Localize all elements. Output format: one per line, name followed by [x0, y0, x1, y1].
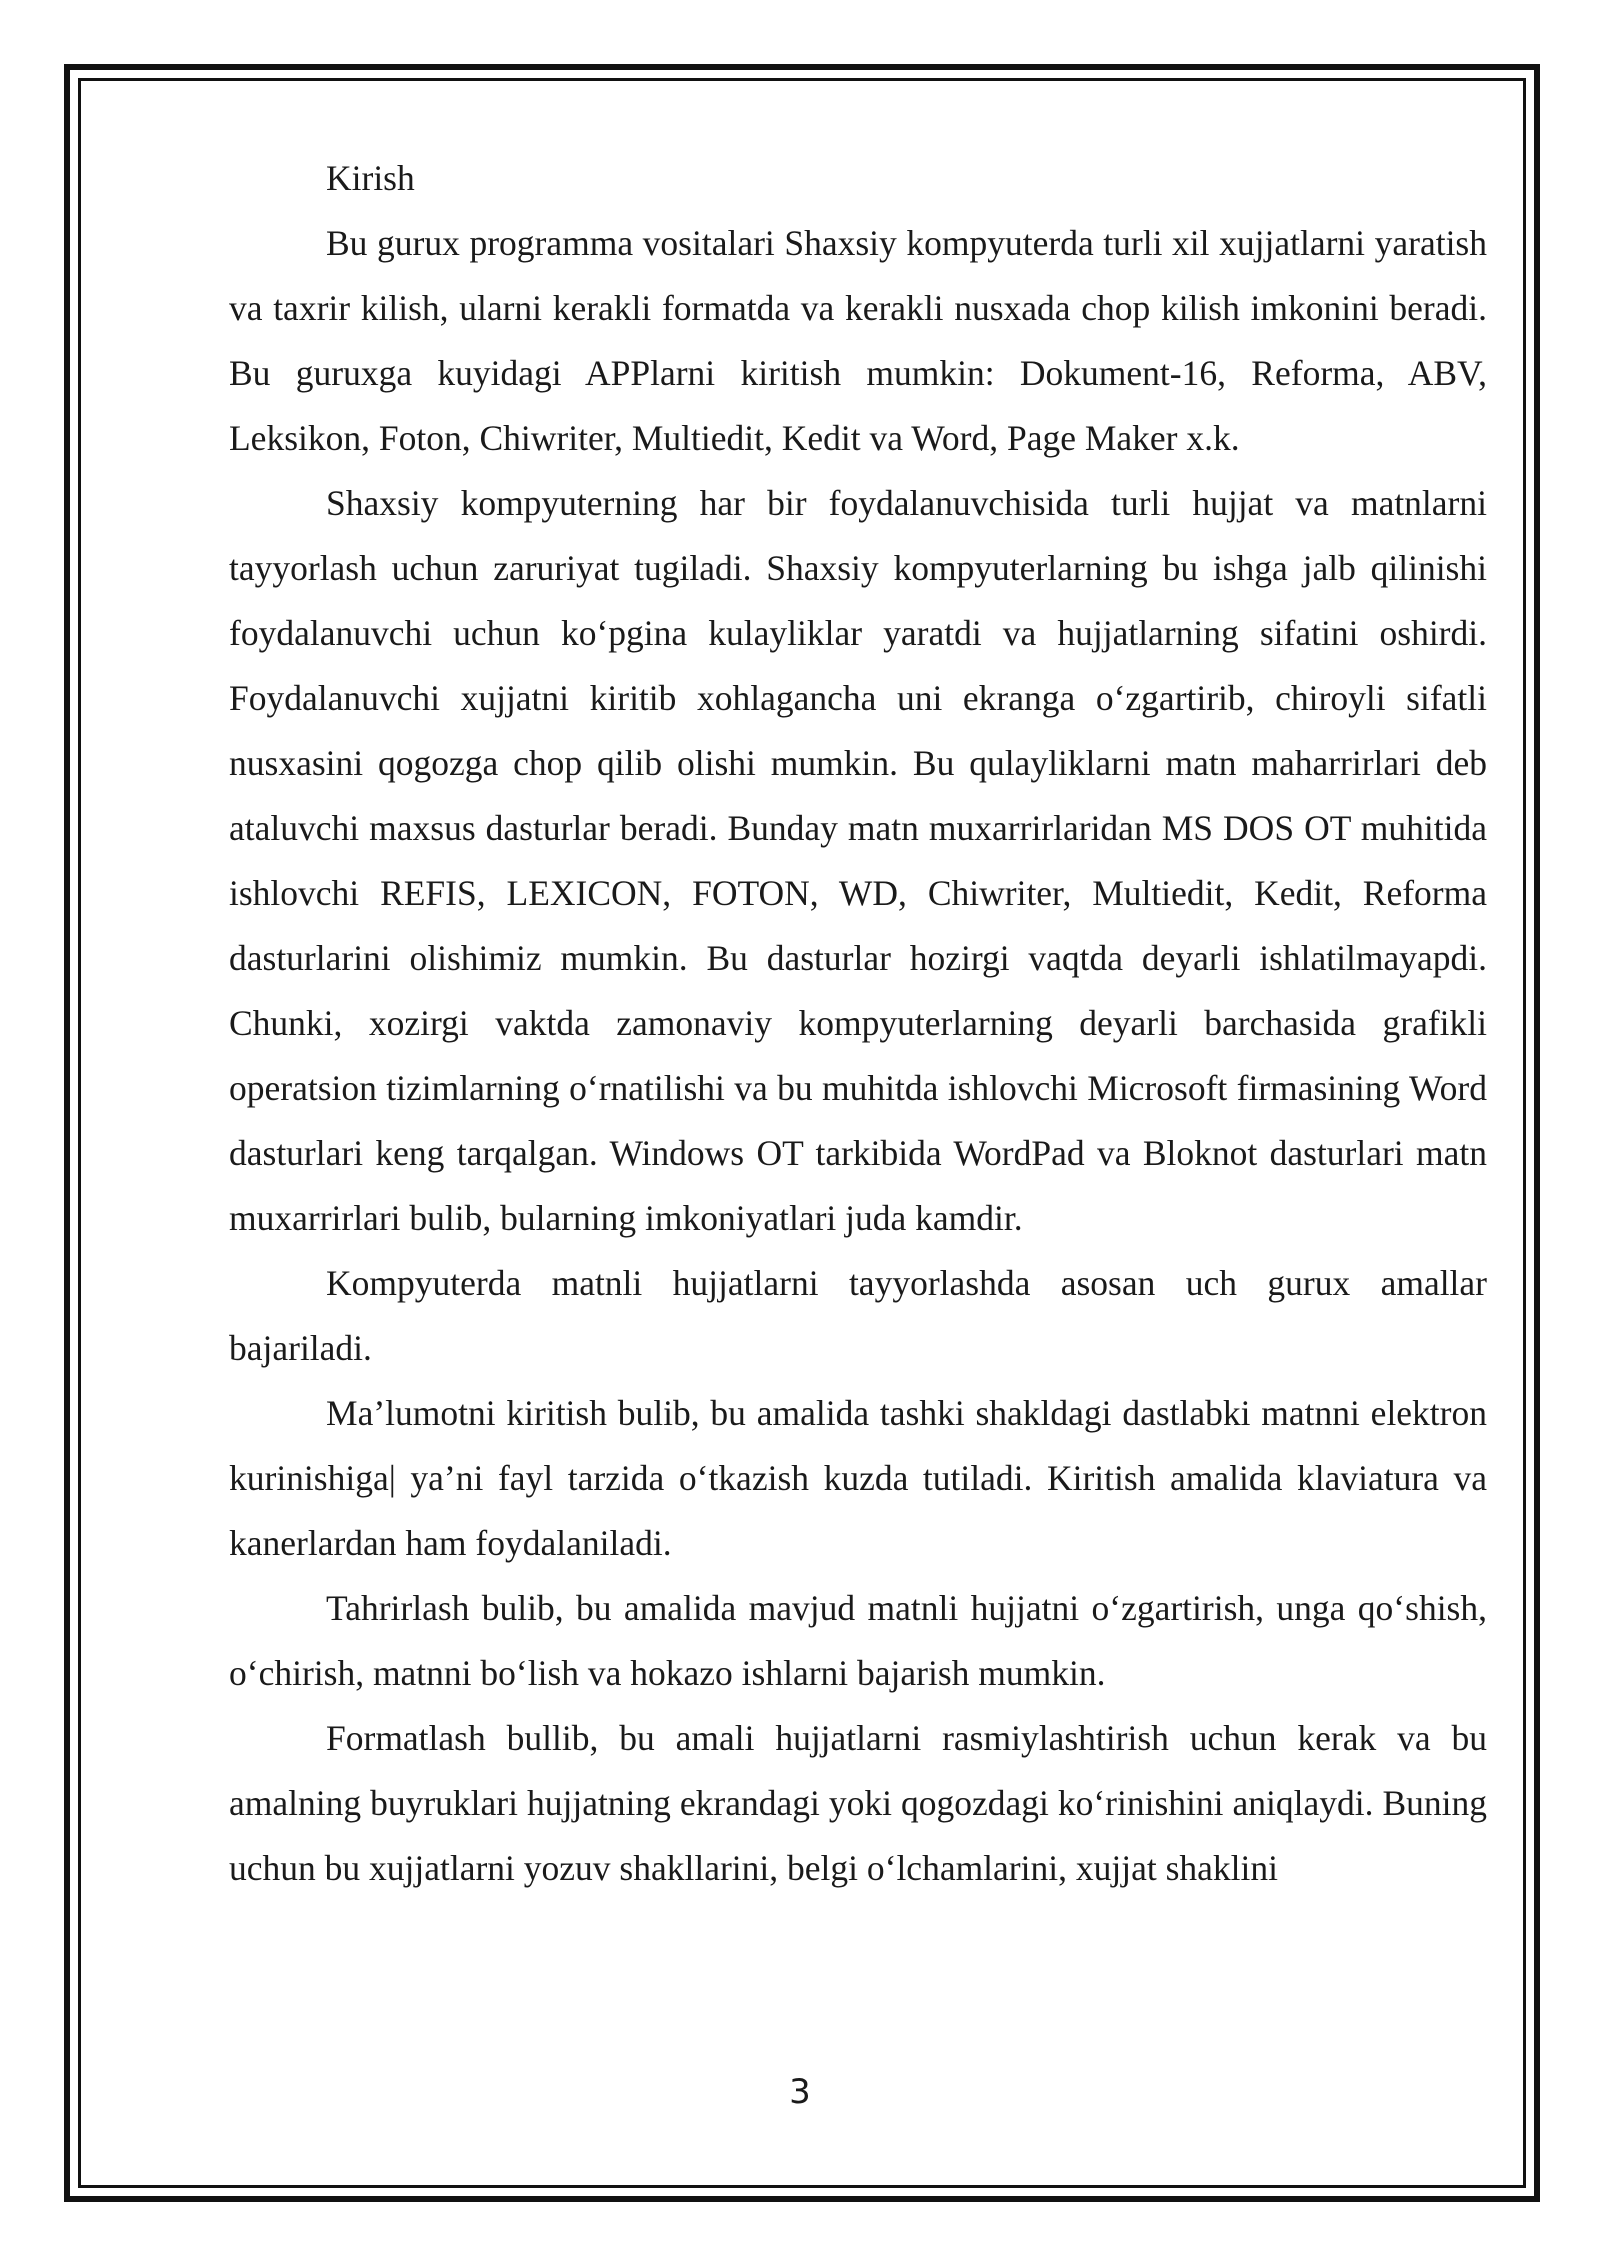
paragraph-input: Ma’lumotni kiritish bulib, bu amalida tashki shakldagi dastlabki matnni elektron kurinishiga| ya’ni fayl tarzida oʻtkazish kuzda tutiladi. Kiritish amalida klaviatura va kanerlardan ham foydalaniladi. [229, 1393, 1487, 1563]
paragraph-intro: Bu gurux programma vositalari Shaxsiy kompyuterda turli xil xujjatlarni yaratish va taxrir kilish, ularni kerakli formatda va kerakli nusxada chop kilish imkonini beradi. Bu guruxga kuyidagi APPlarni kiritish mumkin: Dokument-16, Reforma, ABV, Leksikon, Foton, Chiwriter, Multiedit, Kedit va Word, Page Maker x.k. [229, 223, 1487, 458]
section-heading: Kirish [326, 158, 415, 198]
paragraph-text-editors: Shaxsiy kompyuterning har bir foydalanuvchisida turli hujjat va matnlarni tayyorlash uchun zaruriyat tugiladi. Shaxsiy kompyuterlarning bu ishga jalb qilinishi foydalanuvchi uchun koʻpgina kulayliklar yaratdi va hujjatlarning sifatini oshirdi. Foydalanuvchi xujjatni kiritib xohlagancha uni ekranga oʻzgartirib, chiroyli sifatli nusxasini qogozga chop qilib olishi mumkin. Bu qulayliklarni matn maharrirlari deb ataluvchi maxsus dasturlar beradi. Bunday matn muxarrirlaridan MS DOS OT muhitida ishlovchi REFIS, LEXICON, FOTON, WD, Chiwriter, Multiedit, Kedit, Reforma dasturlarini olishimiz mumkin. Bu dasturlar hozirgi vaqtda deyarli ishlatilmayapdi. Chunki, xozirgi vaktda zamonaviy kompyuterlarning deyarli barchasida grafikli operatsion tizimlarning oʻrnatilishi va bu muhitda ishlovchi Microsoft firmasining Word dasturlari keng tarqalgan. Windows OT tarkibida WordPad va Bloknot dasturlari matn muxarrirlari bulib, bularning imkoniyatlari juda kamdir. [229, 483, 1487, 1238]
paragraph-formatting: Formatlash bullib, bu amali hujjatlarni rasmiylashtirish uchun kerak va bu amalning buyruklari hujjatning ekrandagi yoki qogozdagi koʻrinishini aniqlaydi. Buning uchun bu xujjatlarni yozuv shakllarini, belgi oʻlchamlarini, xujjat shaklini [229, 1718, 1487, 1888]
page-number: 3 [789, 2072, 811, 2112]
paragraph-editing: Tahrirlash bulib, bu amalida mavjud matnli hujjatni oʻzgartirish, unga qoʻshish, oʻchirish, matnni boʻlish va hokazo ishlarni bajarish mumkin. [229, 1588, 1487, 1693]
document-body [229, 146, 1487, 1901]
paragraph-three-operations: Kompyuterda matnli hujjatlarni tayyorlashda asosan uch gurux amallar bajariladi. [229, 1263, 1487, 1368]
